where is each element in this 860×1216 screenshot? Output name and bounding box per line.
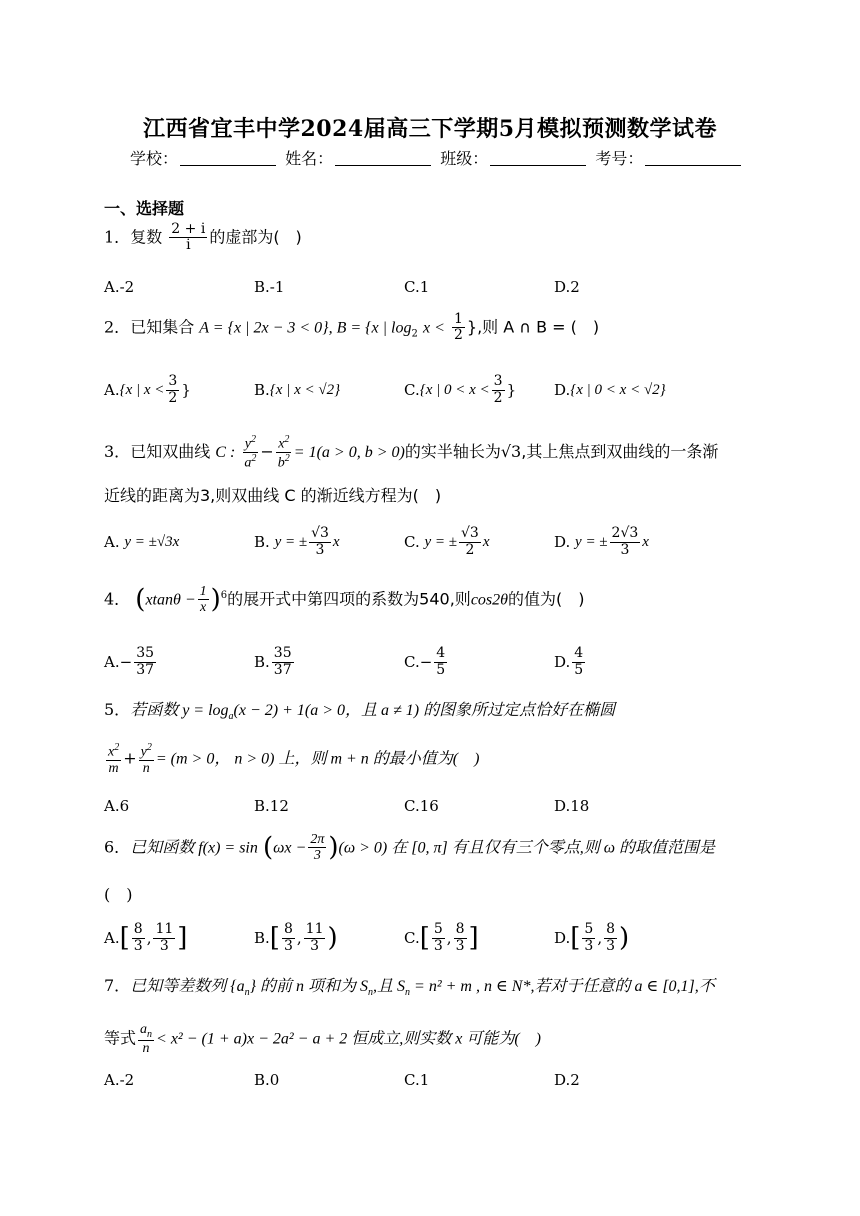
option-c[interactable]: C. [ $\frac{5}{3}$ , $\frac{8}{3}$ ] xyxy=(404,921,479,954)
question-6-line-2: ( ) xyxy=(104,885,133,904)
option-c[interactable]: C. y = ± $\frac{√3}{2}$ x xyxy=(404,525,490,558)
option-a[interactable]: A.6 xyxy=(104,797,130,815)
option-b[interactable]: B.-1 xyxy=(254,278,285,296)
class-blank xyxy=(490,165,586,166)
question-3-line-2: 近线的距离为3,则双曲线 C 的渐近线方程为( ) xyxy=(104,486,442,505)
option-b[interactable]: B. [ $\frac{8}{3}$ , $\frac{11}{3}$ ) xyxy=(254,921,338,954)
option-d[interactable]: D.18 xyxy=(554,797,590,815)
question-5-line-2: $\frac{x^2}{m}$ + $\frac{y^2}{n}$ = (m > 0， n > 0) 上，则 m + n 的最小值为( ) xyxy=(108,742,480,777)
option-a[interactable]: A. {x | x < $\frac{3}{2}$ } xyxy=(104,373,191,406)
question-1: 1．复数 $\frac{2 + i}{i}$ 的虚部为( ) xyxy=(104,221,302,254)
option-b[interactable]: B. {x | x < √2} xyxy=(254,381,341,399)
option-d[interactable]: D.2 xyxy=(554,278,580,296)
question-3-options xyxy=(104,522,804,562)
option-d[interactable]: D. $\frac{4}{5}$ xyxy=(554,645,584,678)
section-heading: 一、选择题 xyxy=(104,199,185,218)
option-b[interactable]: B.0 xyxy=(254,1071,280,1089)
class-label: 班级： xyxy=(440,149,489,168)
option-c[interactable]: C.1 xyxy=(404,278,430,296)
option-b[interactable]: B. $\frac{35}{37}$ xyxy=(254,645,292,678)
option-a[interactable]: A.-2 xyxy=(104,278,135,296)
question-2: 2．已知集合 A = {x | 2x − 3 < 0}, B = {x | $\log_2 x$ < $\frac{1}{2}$ },则 A ∩ B = ( ) xyxy=(104,311,600,344)
option-a[interactable]: A. − $\frac{35}{37}$ xyxy=(104,645,155,678)
option-c[interactable]: C. − $\frac{4}{5}$ xyxy=(404,645,446,678)
question-7: 7．已知等差数列 $\{a_n\}$ 的前 n 项和为 $S_n$,且 $S_n = n^2 + m$ , n ∈ N*,若对于任意的 a ∈ [0,1],不 xyxy=(104,976,715,999)
exam-number-label: 考号： xyxy=(595,149,644,168)
option-d[interactable]: D. y = ± $\frac{2√3}{3}$ x xyxy=(554,525,649,558)
page-title: 江西省宜丰中学2024届高三下学期5月模拟预测数学试卷 xyxy=(142,116,718,142)
option-b[interactable]: B.12 xyxy=(254,797,289,815)
option-d[interactable]: D. [ $\frac{5}{3}$ , $\frac{8}{3}$ ) xyxy=(554,921,630,954)
question-5-options xyxy=(104,786,804,826)
question-3: 3．已知双曲线 C : $\frac{y^2}{a^2}$ − $\frac{x^2}{b^2}$ = 1(a > 0, b > 0)的实半轴长为√3,其上焦点到双曲线的一条渐 xyxy=(104,434,719,471)
option-c[interactable]: C.1 xyxy=(404,1071,430,1089)
school-blank xyxy=(180,165,276,166)
option-b[interactable]: B. y = ± $\frac{√3}{3}$ x xyxy=(254,525,340,558)
question-7-line-2: 等式 $\frac{a_n}{n}$ < x² − (1 + a)x − 2a² − a + 2 恒成立,则实数 x 可能为( ) xyxy=(104,1022,542,1056)
question-2-options xyxy=(104,370,804,410)
question-7-options xyxy=(104,1060,804,1100)
question-4: 4． (xtanθ − $\frac{1}{x}$ )$^6$的展开式中第四项的系数为540,则cos2θ的值为( ) xyxy=(104,584,585,616)
question-6: 6．已知函数 f(x) = sin (ωx − $\frac{2\pi}{3}$ )(ω > 0) 在 [0, π] 有且仅有三个零点,则 ω 的取值范围是 xyxy=(104,832,716,864)
name-blank xyxy=(335,165,431,166)
option-c[interactable]: C. {x | 0 < x < $\frac{3}{2}$ } xyxy=(404,373,517,406)
option-c[interactable]: C.16 xyxy=(404,797,439,815)
student-info-line xyxy=(130,146,745,169)
option-d[interactable]: D. {x | 0 < x < √2} xyxy=(554,381,666,399)
question-1-options xyxy=(104,267,804,307)
name-label: 姓名： xyxy=(285,149,334,168)
option-a[interactable]: A. y = ±√3x xyxy=(104,533,180,551)
option-a[interactable]: A.-2 xyxy=(104,1071,135,1089)
exam-number-blank xyxy=(645,165,741,166)
question-5: 5．若函数 $y = \log_a(x - 2) + 1(a > 0$，且 a ≠ 1) 的图象所过定点恰好在椭圆 xyxy=(104,700,616,723)
school-label: 学校： xyxy=(130,149,179,168)
option-a[interactable]: A. [ $\frac{8}{3}$ , $\frac{11}{3}$ ] xyxy=(104,921,188,954)
question-6-options xyxy=(104,918,804,958)
option-d[interactable]: D.2 xyxy=(554,1071,580,1089)
fraction: $\frac{2 + i}{i}$ xyxy=(171,221,206,254)
question-4-options xyxy=(104,642,804,682)
